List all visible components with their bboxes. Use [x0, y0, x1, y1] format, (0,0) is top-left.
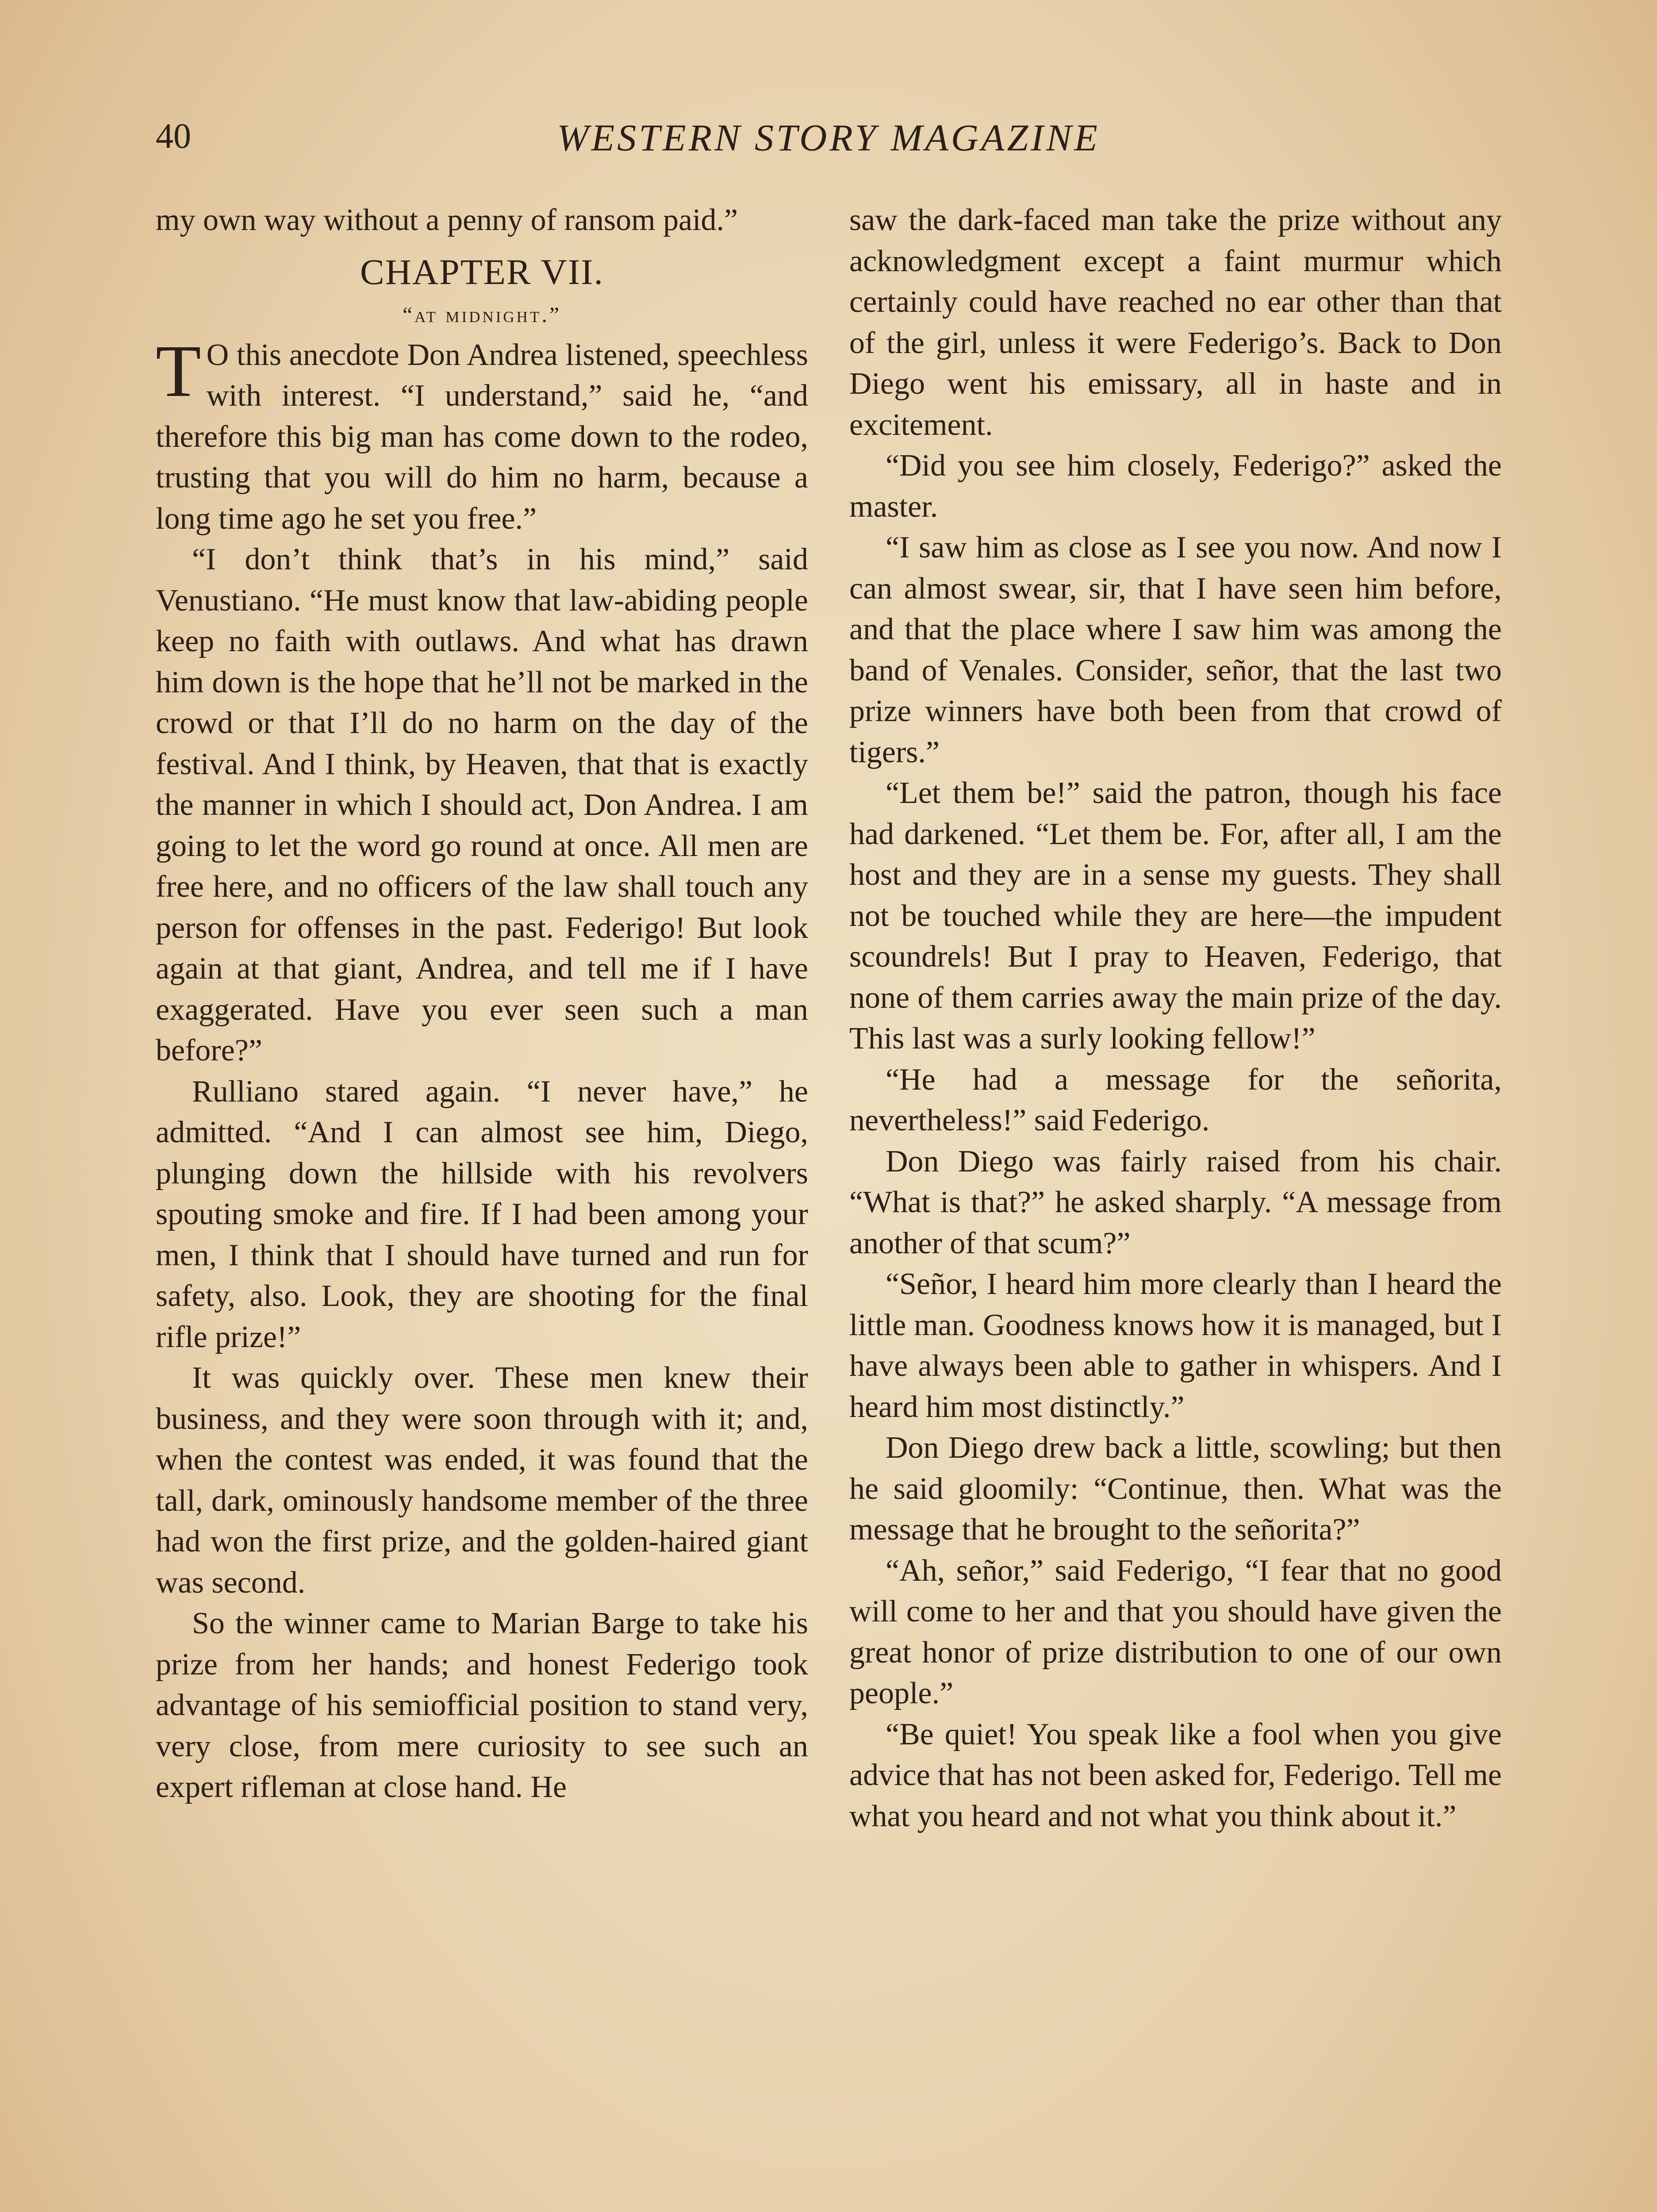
page-number: 40	[156, 117, 191, 156]
body-paragraph: “I don’t think that’s in his mind,” said Venustiano. “He must know that law-abiding people keep no faith with outlaws. And what has drawn him down is the hope that he’ll not be marked in the crowd or that I’ll do no harm on the day of the festival. And I think, by Heaven, that that is exactly the manner in which I should act, Don Andrea. I am going to let the word go round at once. All men are free here, and no officers of the law shall touch any person for offenses in the past. Federigo! But look again at that giant, Andrea, and tell me if I have exaggerated. Have you ever seen such a man before?”	[156, 542, 808, 1068]
chapter-heading: CHAPTER VII.	[360, 251, 604, 292]
opening-paragraph-text: O this anecdote Don Andrea listened, speechless with interest. “I understand,” said he, “and therefore this big man has come down to the rodeo, trusting that you will do him no harm, because a long time ago he set you free.”	[156, 338, 808, 536]
continuation-paragraph: saw the dark-faced man take the prize without any acknowledgment except a faint murmur which certainly could have reached no ear other than that of the girl, unless it were Federigo’s. Back to Don Diego went his emissary, all in haste and in excitement.	[849, 203, 1502, 442]
body-paragraph: “Did you see him closely, Federigo?” asked the master.	[849, 449, 1502, 524]
body-paragraph: Don Diego was fairly raised from his chair. “What is that?” he asked sharply. “A message from another of that scum?”	[849, 1144, 1502, 1260]
body-paragraph: Don Diego drew back a little, scowling; but then he said gloomily: “Continue, then. What was the message that he brought to the señorita?”	[849, 1431, 1502, 1547]
body-paragraph: “Be quiet! You speak like a fool when you give advice that has not been asked for, Federigo. Tell me what you heard and not what you think about it.”	[849, 1717, 1502, 1833]
body-paragraph: So the winner came to Marian Barge to take his prize from her hands; and honest Federigo took advantage of his semiofficial position to stand very, very close, from mere curiosity to see such an expert rifleman at close hand. He	[156, 1606, 808, 1804]
right-column	[849, 200, 1502, 1837]
continuation-paragraph: my own way without a penny of ransom paid.”	[156, 203, 738, 237]
body-paragraph: “He had a message for the señorita, nevertheless!” said Federigo.	[849, 1062, 1502, 1137]
body-paragraph: Rulliano stared again. “I never have,” he admitted. “And I can almost see him, Diego, plunging down the hillside with his revolvers spouting smoke and fire. If I had been among your men, I think that I should have turned and run for safety, also. Look, they are shooting for the final rifle prize!”	[156, 1074, 808, 1354]
opening-paragraph	[156, 330, 808, 540]
body-paragraph: “Señor, I heard him more clearly than I heard the little man. Goodness knows how it is managed, but I have always been able to gather in whispers. And I heard him most distinctly.”	[849, 1267, 1502, 1424]
body-paragraph: “Let them be!” said the patron, though his face had darkened. “Let them be. For, after all, I am the host and they are in a sense my guests. They shall not be touched while they are here—the impudent scoundrels! But I pray to Heaven, Federigo, that none of them carries away the main prize of the day. This last was a surly looking fellow!”	[849, 776, 1502, 1056]
chapter-subtitle: “at midnight.”	[402, 302, 562, 327]
body-paragraph: “I saw him as close as I see you now. And now I can almost swear, sir, that I have seen him before, and that the place where I saw him was among the band of Venales. Consider, señor, that the last two prize winners have both been from that crowd of tigers.”	[849, 530, 1502, 769]
body-paragraph: It was quickly over. These men knew their business, and they were soon through with it; and, when the contest was ended, it was found that the tall, dark, ominously handsome member of the three had won the first prize, and the golden-haired giant was second.	[156, 1361, 808, 1600]
drop-cap: T	[156, 330, 201, 412]
running-head: WESTERN STORY MAGAZINE	[557, 116, 1100, 159]
body-paragraph: “Ah, señor,” said Federigo, “I fear that no good will come to her and that you should have given the great honor of prize distribution to one of our own people.”	[849, 1553, 1502, 1710]
left-column	[156, 200, 808, 1808]
